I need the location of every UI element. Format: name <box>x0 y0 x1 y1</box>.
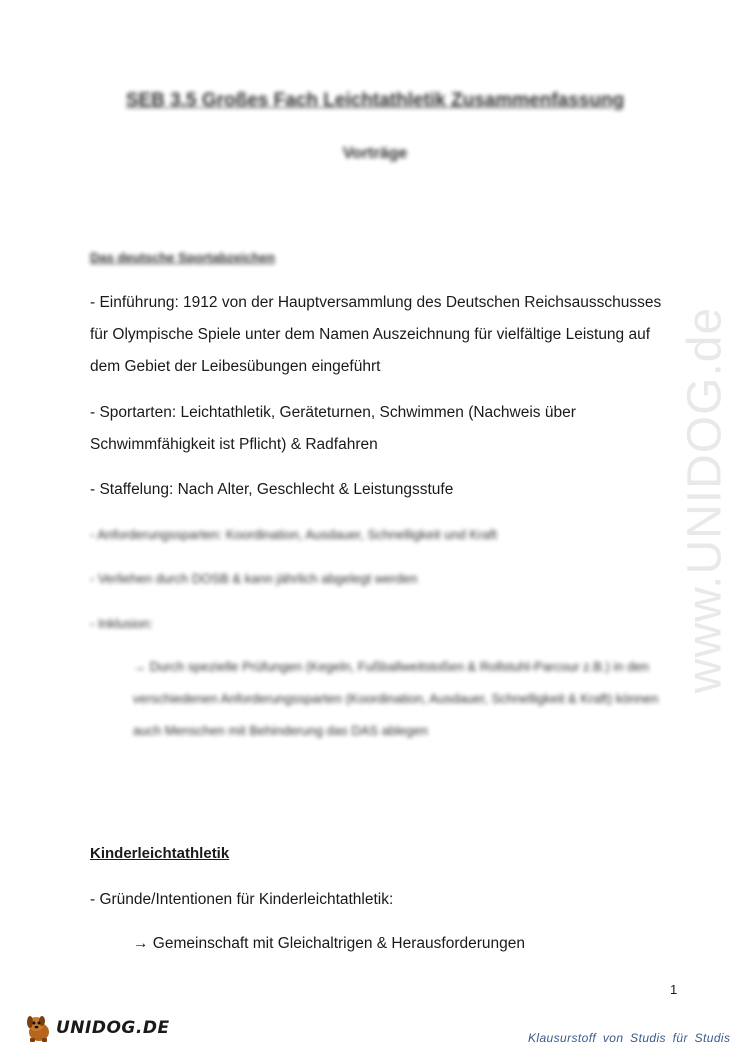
paragraph-verliehen: - Verliehen durch DOSB & kann jährlich abgelegt werden <box>90 571 418 586</box>
watermark: www.UNIDOG.de <box>678 306 732 694</box>
footer-tagline: Klausurstoff von Studis für Studis <box>528 1031 731 1045</box>
document-subtitle: Vorträge <box>342 145 408 162</box>
document-title: SEB 3.5 Großes Fach Leichtathletik Zusammenfassung <box>125 90 625 111</box>
unidog-logo <box>24 1012 170 1044</box>
dog-mascot-icon <box>24 1012 54 1044</box>
page-number: 1 <box>670 982 678 997</box>
paragraph-gruende: - Gründe/Intentionen für Kinderleichtathletik: <box>90 891 394 908</box>
paragraph-gemeinschaft: → Gemeinschaft mit Gleichaltrigen & Herausforderungen <box>133 935 525 952</box>
paragraph-staffelung: - Staffelung: Nach Alter, Geschlecht & Leistungsstufe <box>90 481 454 498</box>
paragraph-sportarten: - Sportarten: Leichtathletik, Geräteturnen, Schwimmen (Nachweis über Schwimmfähigkeit ist Pflicht) & Radfahren <box>90 404 576 453</box>
section-heading-sportabzeichen: Das deutsche Sportabzeichen <box>90 250 275 265</box>
logo-text: UNIDOG.DE <box>56 1018 170 1038</box>
section-heading-kinderleichtathletik: Kinderleichtathletik <box>90 845 230 862</box>
paragraph-inklusion-detail: → Durch spezielle Prüfungen (Kegeln, Fußballweitstoßen & Rollstuhl-Parcour z.B.) in den verschiedenen Anforderungssparten (Koordination, Ausdauer, Schnelligkeit & Kraft) können auch Menschen mit Behinderung das DAS ablegen <box>133 659 659 738</box>
paragraph-inklusion: - Inklusion: <box>90 616 153 631</box>
paragraph-anforderungssparten: - Anforderungssparten: Koordination, Ausdauer, Schnelligkeit und Kraft <box>90 527 497 542</box>
paragraph-einfuehrung: - Einführung: 1912 von der Hauptversammlung des Deutschen Reichsausschusses für Olympische Spiele unter dem Namen Auszeichnung für vielfältige Leistung auf dem Gebiet der Leibesübungen eingeführt <box>90 294 662 375</box>
